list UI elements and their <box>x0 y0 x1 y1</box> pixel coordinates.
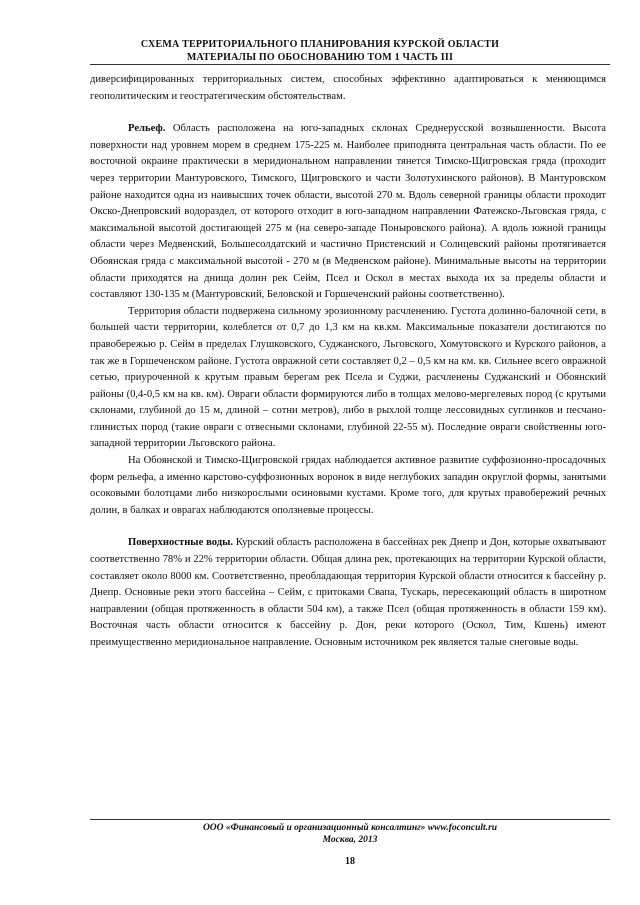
header-divider <box>90 64 610 65</box>
header-title: СХЕМА ТЕРРИТОРИАЛЬНОГО ПЛАНИРОВАНИЯ КУРСКОЙ ОБЛАСТИ <box>140 39 500 50</box>
surface-water-heading: Поверхностные воды. <box>128 537 234 549</box>
paragraph-relief <box>90 121 606 304</box>
paragraph-erosion: Территория области подвержена сильному эрозионному расчленению. Густота долинно-балочной сети, в большей части территории, колеблется от 0,7 до 1,3 км на кв.км. Максимальные показатели достигаются по правобережью р. Сейм в пределах Глушковского, Суджанского, Льговского, Хомутовского и Курского районов, а так же в Горшеченском районе. Густота овражной сети составляет 0,2 – 0,5 км на км. кв. Сильнее всего овражной сетью, приуроченной к крутым правым берегам рек Псела и Суджи, расчленены Суджанский и Обоянский районы (0,4-0,5 км на кв. км). Овраги области формируются либо в толщах мелово-мергелевых пород (с крутыми склонами, глубиной до 15 м, длиной – сотни метров), либо в рыхлой толще лессовидных суглинков и песчано-глинистых пород (такие овраги с отвесными склонами, глубиной 22-55 м). Последние овраги свойственны юго-западной территории Льговского района. <box>90 305 606 450</box>
footer-city-year: Москва, 2013 <box>322 835 378 845</box>
page-footer <box>90 822 610 846</box>
relief-heading: Рельеф. <box>128 123 166 135</box>
page-number: 18 <box>345 856 355 867</box>
paragraph-suffosion: На Обоянской и Тимско-Щигровской грядах наблюдается активное развитие суффозионно-просадочных форм рельефа, а именно карстово-суффозионных воронок в виде неглубоких западин округлой формы, занятыми осоковыми болотцами либо низкорослыми осиновыми кустами. Кроме того, для крутых правобережий речных долин, в балках и оврагах наблюдаются оползневые процессы. <box>90 455 606 516</box>
page-header <box>90 38 550 64</box>
relief-text: Область расположена на юго-западных склонах Среднерусской возвышенности. Высота поверхности над уровнем морем в среднем 175-225 м. Наиболее приподнята центральная часть области. По ее восточной окраине практически в меридиональном направлении тянется Тимско-Щигровская гряда (проходит через территории Мантуровского, Тимского, Щигровского и части Золотухинского районов). В Мантуровском районе находится одна из наивысших точек области, высотой 270 м. Вдоль северной границы области проходит Окско-Днепровский водораздел, от которого отходит в юго-западном направлении Фатежско-Льговская гряда, с максимальной высотой достигающей 275 м (на северо-западе Поныровского района). А вдоль южной границы области через Медвенский, Большесолдатский и частично Пристенский и Солнцевский районы протягивается Обоянская гряда с максимальной высотой - 270 м (в Медвенском районе). Минимальные высоты на территории области приходятся на днища долин рек Сейм, Псел и Оскол в местах выхода их за пределы области и составляют 130-135 м (Мантуровский, Беловской и Горшеченский районы соответственно). <box>90 123 606 301</box>
footer-company: ООО «Финансовый и организационный консалтинг» www.foconcult.ru <box>202 823 498 833</box>
surface-water-text: Курский область расположена в бассейнах рек Днепр и Дон, которые охватывают соответственно 78% и 22% территории области. Общая длина рек, протекающих на территории Курской области, составляет около 8000 км. Соответственно, преобладающая территория Курской области относится к бассейну р. Днепр. Основные реки этого бассейна – Сейм, с притоками Свапа, Тускарь, пересекающий область в широтном направлении (общая протяженность в области 504 км), а также Псел (общая протяженность в области 159 км). Восточная часть области относится к бассейну р. Дон, реки которого (Оскол, Тим, Кшень) имеют преимущественно меридиональное направление. Основным источником рек является талые снеговые воды. <box>90 537 607 648</box>
body-text <box>90 72 606 652</box>
paragraph-intro: диверсифицированных территориальных систем, способных эффективно адаптироваться к меняющимся геополитическим и геостратегическим обстоятельствам. <box>90 74 606 102</box>
paragraph-surface-water <box>90 535 606 651</box>
footer-divider <box>90 819 610 820</box>
header-subtitle: МАТЕРИАЛЫ ПО ОБОСНОВАНИЮ ТОМ 1 ЧАСТЬ III <box>186 52 454 63</box>
